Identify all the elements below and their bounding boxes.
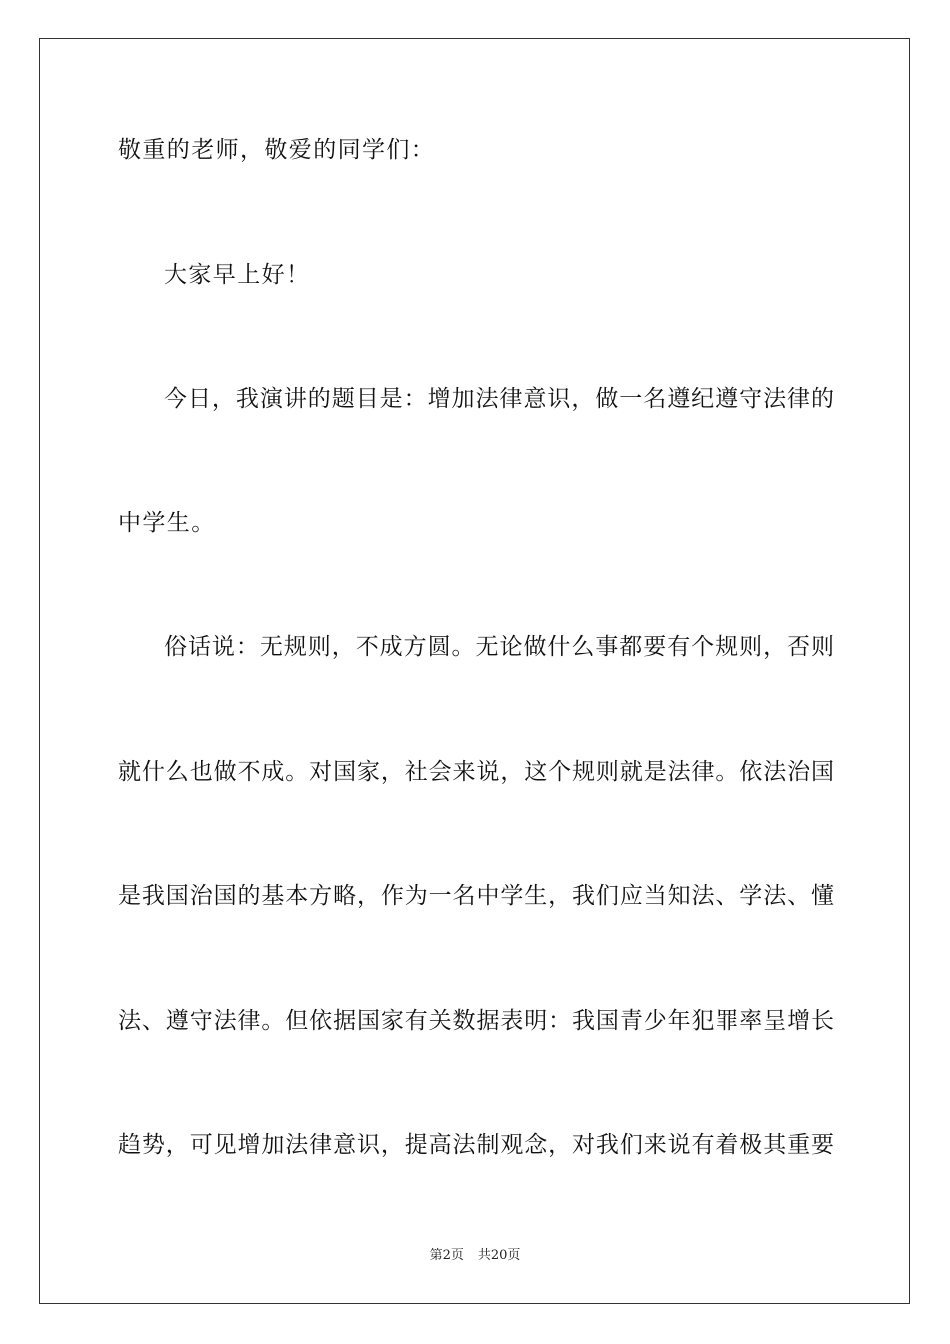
page-footer — [0, 1247, 950, 1265]
greeting-line: 大家早上好！ — [164, 262, 311, 288]
body-line: 是我国治国的基本方略，作为一名中学生，我们应当知法、学法、懂 — [118, 883, 834, 909]
page-total: 共20页 — [477, 1248, 521, 1263]
body-line: 法、遵守法律。但依据国家有关数据表明：我国青少年犯罪率呈增长 — [118, 1008, 834, 1034]
salutation-line: 敬重的老师，敬爱的同学们： — [118, 137, 436, 163]
body-line: 今日，我演讲的题目是：增加法律意识，做一名遵纪遵守法律的 — [164, 386, 834, 412]
page-number: 第2页 — [429, 1248, 464, 1263]
body-line: 就什么也做不成。对国家，社会来说，这个规则就是法律。依法治国 — [118, 759, 834, 785]
body-line: 趋势，可见增加法律意识，提高法制观念，对我们来说有着极其重要 — [118, 1132, 834, 1158]
body-line: 俗话说：无规则，不成方圆。无论做什么事都要有个规则，否则 — [164, 634, 834, 660]
page-border — [39, 38, 910, 1304]
body-line: 中学生。 — [118, 510, 216, 536]
